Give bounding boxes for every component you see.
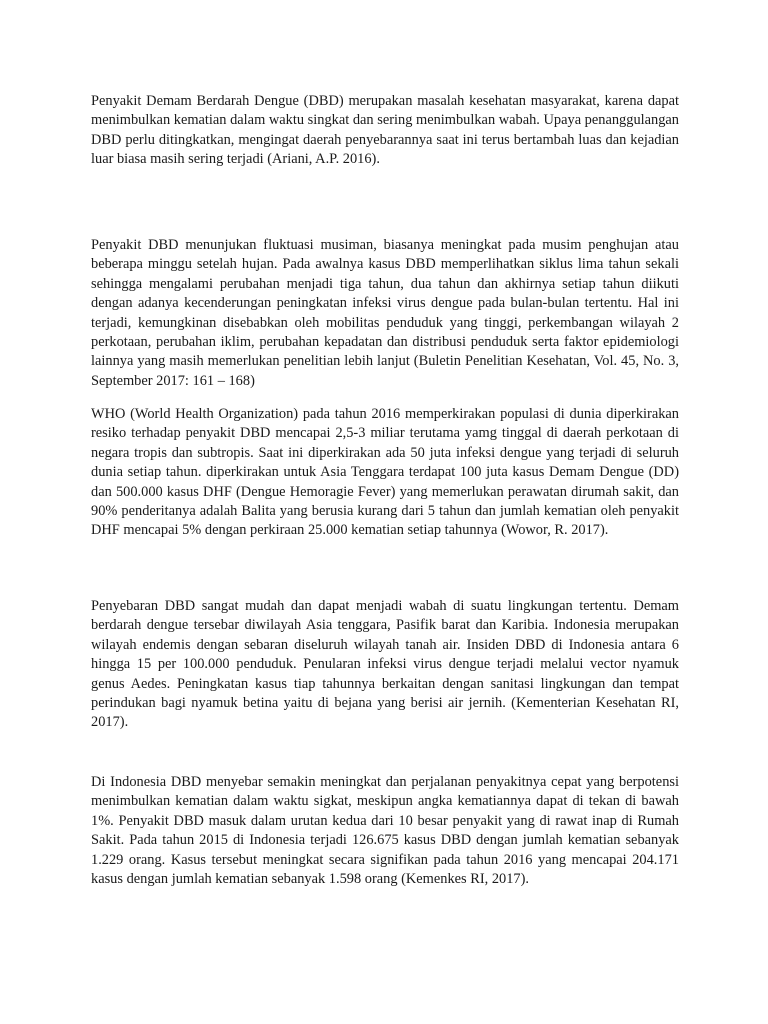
paragraph-who-estimates: WHO (World Health Organization) pada tahun 2016 memperkirakan populasi di dunia diperkirakan resiko terhadap penyakit DBD mencapai 2,5-3 miliar terutama yamg tinggal di daerah perkotaan di negara tropis dan subtropis. Saat ini diperkirakan ada 50 juta infeksi dengue yang terjadi di seluruh dunia setiap tahun. diperkirakan untuk Asia Tenggara terdapat 100 juta kasus Demam Dengue (DD) dan 500.000 kasus DHF (Dengue Hemoragie Fever) yang memerlukan perawatan dirumah sakit, dan 90% penderitanya adalah Balita yang berusia kurang dari 5 tahun dan jumlah kematian oleh penyakit DHF mencapai 5% dengan perkiraan 25.000 kematian setiap tahunnya (Wowor, R. 2017). (91, 406, 679, 539)
paragraph-indonesia-cases: Di Indonesia DBD menyebar semakin meningkat dan perjalanan penyakitnya cepat yang berpotensi menimbulkan kematian dalam waktu sigkat, meskipun angka kematiannya dapat di tekan di bawah 1%. Penyakit DBD masuk dalam urutan kedua dari 10 besar penyakit yang di rawat inap di Rumah Sakit. Pada tahun 2015 di Indonesia terjadi 126.675 kasus DBD dengan jumlah kematian sebanyak 1.229 orang. Kasus tersebut meningkat secara signifikan pada tahun 2016 yang mencapai 204.171 kasus dengan jumlah kematian sebanyak 1.598 orang (Kemenkes RI, 2017). (91, 774, 679, 888)
paragraph-seasonal-fluctuation: Penyakit DBD menunjukan fluktuasi musiman, biasanya meningkat pada musim penghujan atau beberapa minggu setelah hujan. Pada awalnya kasus DBD memperlihatkan siklus lima tahun sekali sehingga mengalami perubahan menjadi tiga tahun, dua tahun dan akhirnya setiap tahun diikuti dengan adanya kecenderungan peningkatan infeksi virus dengue pada bulan-bulan tertentu. Hal ini terjadi, kemungkinan disebabkan oleh mobilitas penduduk yang tinggi, perkembangan wilayah 2 perkotaan, perubahan iklim, perubahan kepadatan dan distribusi penduduk serta faktor epidemiologi lainnya yang masih memerlukan penelitian lebih lanjut (Buletin Penelitian Kesehatan, Vol. 45, No. 3, September 2017: 161 – 168) (91, 237, 679, 389)
paragraph-dbd-overview: Penyakit Demam Berdarah Dengue (DBD) merupakan masalah kesehatan masyarakat, karena dapat menimbulkan kematian dalam waktu singkat dan sering menimbulkan wabah. Upaya penanggulangan DBD perlu ditingkatkan, mengingat daerah penyebarannya saat ini terus bertambah luas dan kejadian luar biasa masih sering terjadi (Ariani, A.P. 2016). (91, 93, 679, 168)
paragraph-spread: Penyebaran DBD sangat mudah dan dapat menjadi wabah di suatu lingkungan tertentu. Demam berdarah dengue tersebar diwilayah Asia tenggara, Pasifik barat dan Karibia. Indonesia merupakan wilayah endemis dengan sebaran diseluruh wilayah tanah air. Insiden DBD di Indonesia antara 6 hingga 15 per 100.000 penduduk. Penularan infeksi virus dengue terjadi melalui vector nyamuk genus Aedes. Peningkatan kasus tiap tahunnya berkaitan dengan sanitasi lingkungan dan tempat perindukan bagi nyamuk betina yaitu di bejana yang berisi air jernih. (Kementerian Kesehatan RI, 2017). (91, 598, 679, 731)
